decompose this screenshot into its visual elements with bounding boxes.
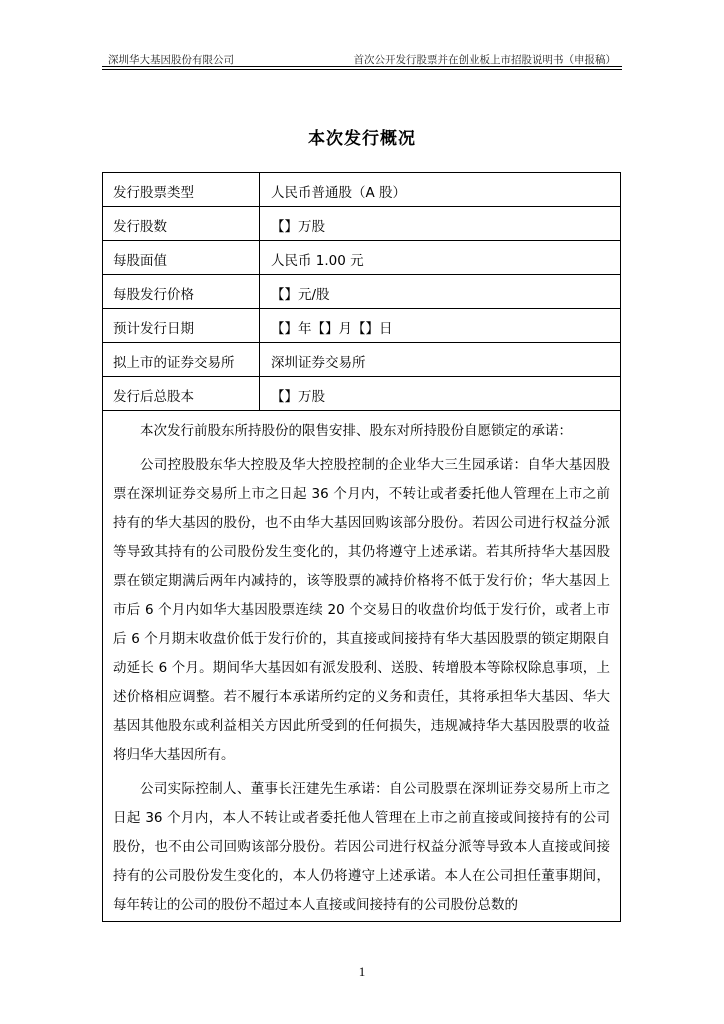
row-value: 【】万股 (271, 389, 325, 405)
table-row (103, 377, 620, 411)
row-label: 每股发行价格 (113, 287, 194, 303)
table-row (103, 241, 620, 275)
row-value: 【】年【】月【】日 (271, 321, 393, 337)
commitment-intro: 本次发行前股东所持股份的限售安排、股东对所持股份自愿锁定的承诺： (140, 423, 572, 439)
row-value: 【】万股 (271, 219, 325, 235)
page-number: 1 (358, 964, 366, 979)
row-label: 发行后总股本 (113, 389, 194, 405)
table-row (103, 275, 620, 309)
row-label: 发行股票类型 (113, 185, 194, 201)
lockup-commitments (103, 411, 620, 922)
actual-controller-commitment: 公司实际控制人、董事长汪建先生承诺：自公司股票在深圳证券交易所上市之日起 36 个月内，本人不转让或者委托他人管理在上市之前直接或间接持有的公司股份，也不由公司回购该部分股份。若因公司进行权益分派等导致本人直接或间接持有的公司股份发生变化的，本人仍将遵守上述承诺。本人在公司担任董事期间，每年转让的公司的股份不超过本人直接或间接持有的公司股份总数的 (113, 781, 610, 913)
row-value: 【】元/股 (271, 287, 330, 303)
row-label: 预计发行日期 (113, 321, 194, 337)
row-value: 人民币普通股（A 股） (271, 185, 407, 201)
table-row (103, 207, 620, 241)
table-row (103, 343, 620, 377)
table-row (103, 173, 620, 207)
header-document-title: 首次公开发行股票并在创业板上市招股说明书（申报稿） (353, 54, 616, 66)
row-value: 人民币 1.00 元 (271, 253, 364, 269)
page-title: 本次发行概况 (308, 129, 416, 149)
offering-overview-table (102, 172, 621, 922)
row-label: 每股面值 (113, 253, 167, 269)
row-label: 发行股数 (113, 219, 167, 235)
row-label: 拟上市的证券交易所 (113, 355, 235, 371)
row-value: 深圳证券交易所 (271, 355, 366, 371)
header-rule-thin (102, 69, 622, 70)
header-rule (102, 66, 622, 67)
header-company: 深圳华大基因股份有限公司 (108, 54, 234, 66)
table-row (103, 309, 620, 343)
controlling-shareholder-commitment: 公司控股股东华大控股及华大控股控制的企业华大三生园承诺：自华大基因股票在深圳证券交易所上市之日起 36 个月内，不转让或者委托他人管理在上市之前持有的华大基因的股份，也不由华大基因回购该部分股份。若因公司进行权益分派等导致其持有的公司股份发生变化的，其仍将遵守上述承诺。若其所持华大基因股票在锁定期满后两年内减持的，该等股票的减持价格将不低于发行价；华大基因上市后 6 个月内如华大基因股票连续 20 个交易日的收盘价均低于发行价，或者上市后 6 个月期末收盘价低于发行价的，其直接或间接持有华大基因股票的锁定期限自动延长 6 个月。期间华大基因如有派发股利、送股、转增股本等除权除息事项，上述价格相应调整。若不履行本承诺所约定的义务和责任，其将承担华大基因、华大基因其他股东或利益相关方因此所受到的任何损失，违规减持华大基因股票的收益将归华大基因所有。 (113, 457, 610, 763)
